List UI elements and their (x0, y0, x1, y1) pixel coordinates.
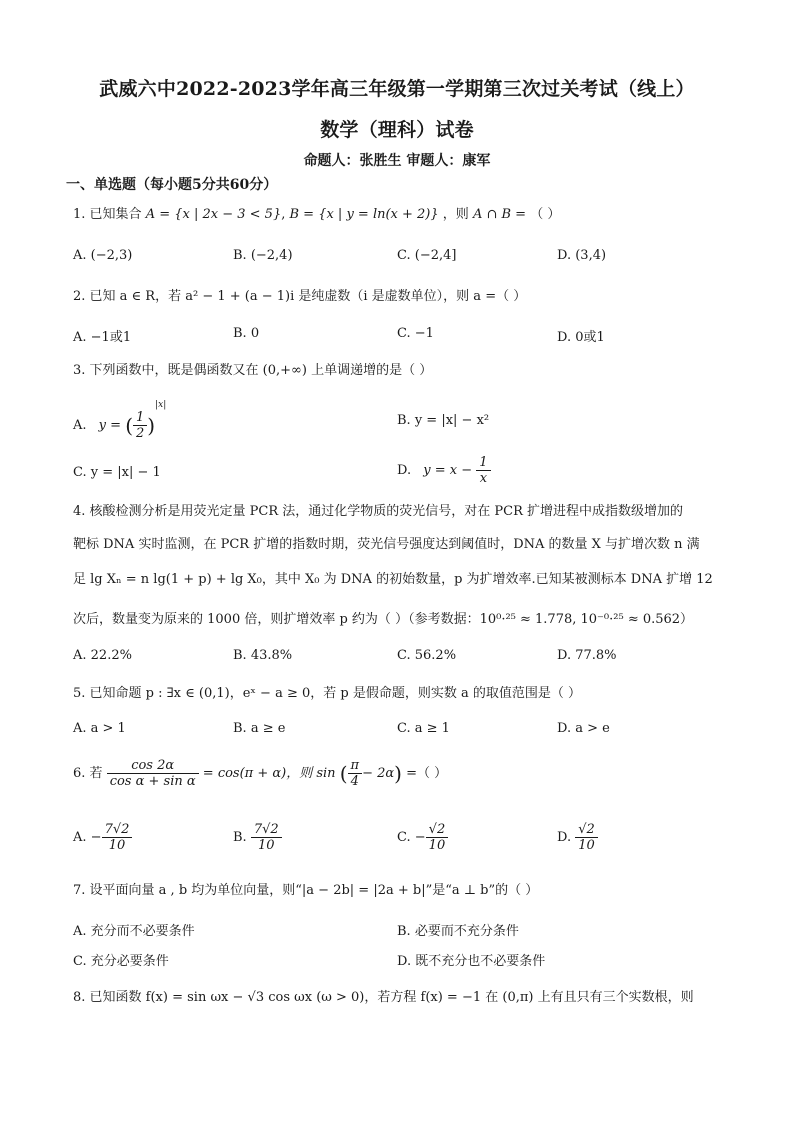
exam-subtitle: 数学（理科）试卷 (320, 119, 474, 141)
q4-option-a: A. 22.2% (73, 648, 132, 663)
q1-stem-a: 1. 已知集合 (73, 207, 142, 222)
question-7: 7. 设平面向量 a , b 均为单位向量，则“|a − 2b| = |2a + b|”是“a ⊥ b”的（ ） (73, 883, 539, 898)
q1-option-a: A. (−2,3) (73, 248, 133, 263)
question-4-line-1: 4. 核酸检测分析是用荧光定量 PCR 法，通过化学物质的荧光信号，对在 PCR 扩增进程中成指数级增加的 (73, 504, 684, 519)
question-2: 2. 已知 a ∈ R，若 a² − 1 + (a − 1)i 是纯虚数（i 是虚数单位），则 a =（ ） (73, 289, 527, 304)
q7-option-b: B. 必要而不充分条件 (397, 924, 519, 939)
q6-mid: = cos(π + α)，则 sin (202, 766, 336, 781)
q3-option-c: C. y = |x| − 1 (73, 465, 161, 480)
q5-option-b: B. a ≥ e (233, 721, 286, 736)
question-4-line-4: 次后，数量变为原来的 1000 倍，则扩增效率 p 约为（ ）（参考数据：10⁰·²⁵ ≈ 1.778, 10⁻⁰·²⁵ ≈ 0.562） (73, 612, 694, 627)
q1-option-c: C. (−2,4] (397, 248, 457, 263)
q3-option-a-lhs: y = (98, 418, 122, 433)
q3-option-a-label: A. (73, 418, 87, 433)
q1-option-b: B. (−2,4) (233, 248, 293, 263)
question-3: 3. 下列函数中，既是偶函数又在 (0,+∞) 上单调递增的是（ ） (73, 363, 433, 378)
question-4-line-2: 靶标 DNA 实时监测，在 PCR 扩增的指数时期，荧光信号强度达到阈值时，DNA 的数量 X 与扩增次数 n 满 (73, 537, 700, 552)
q3-option-d-fraction: $\frac{1}{x}$ (476, 455, 490, 486)
q1-paren: （ ） (530, 207, 561, 222)
q5-option-a: A. a > 1 (73, 721, 126, 736)
question-8: 8. 已知函数 f(x) = sin ωx − √3 cos ωx (ω > 0)，若方程 f(x) = −1 在 (0,π) 上有且只有三个实数根，则 (73, 990, 694, 1005)
q2-option-d: D. 0或1 (557, 330, 605, 345)
q6-inner-rest: − 2α (362, 766, 395, 781)
q6-option-b: B. $\frac{7√2}{10}$ (233, 822, 282, 853)
exam-authors: 命题人：张胜生 审题人：康军 (303, 153, 491, 169)
exam-title: 武威六中2022-2023学年高三年级第一学期第三次过关考试（线上） (99, 78, 695, 100)
q7-option-a: A. 充分而不必要条件 (73, 924, 195, 939)
q1-expr: A ∩ B = (472, 207, 527, 222)
q6-fraction: $\frac{\cos 2\alpha}{\text{cos α + sin α}}$ (107, 758, 199, 789)
q6-option-c: C. − $\frac{√2}{10}$ (397, 822, 448, 853)
q3-option-a: A. y = ( $\frac{1}{2}$ )$^{|x|}$ (73, 400, 167, 441)
q1-stem-b: ，则 (442, 207, 469, 222)
q7-option-c: C. 充分必要条件 (73, 954, 169, 969)
question-5: 5. 已知命题 p : ∃x ∈ (0,1)，eˣ − a ≥ 0，若 p 是假命题，则实数 a 的取值范围是（ ） (73, 686, 581, 701)
q1-set-a: A = {x | 2x − 3 < 5} (145, 207, 282, 222)
q3-option-a-fraction: $\frac{1}{2}$ (133, 410, 147, 441)
q6-prefix: 6. 若 (73, 766, 103, 781)
q5-option-c: C. a ≥ 1 (397, 721, 450, 736)
q3-option-d-lhs: y = x − (423, 463, 473, 478)
q6-inner-fraction: $\frac{\pi}{4}$ (348, 758, 363, 789)
q3-option-a-exponent: |x| (155, 400, 167, 410)
section-heading: 一、单选题（每小题5分共60分） (66, 177, 278, 193)
q4-option-b: B. 43.8% (233, 648, 293, 663)
q6-option-d: D. $\frac{√2}{10}$ (557, 822, 598, 853)
question-1: 1. 已知集合 A = {x | 2x − 3 < 5}, B = {x | y = ln(x + 2)} ，则 A ∩ B = （ ） (73, 207, 561, 222)
q2-option-a: A. −1或1 (73, 330, 132, 345)
q6-suffix: =（ ） (406, 766, 448, 781)
q7-option-d: D. 既不充分也不必要条件 (397, 954, 546, 969)
q4-option-d: D. 77.8% (557, 648, 617, 663)
q6-option-a: A. − $\frac{7√2}{10}$ (73, 822, 132, 853)
q3-option-d (397, 455, 491, 486)
q2-option-c: C. −1 (397, 326, 434, 341)
q3-option-d-label: D. (397, 463, 412, 478)
q3-option-b: B. y = |x| − x² (397, 413, 490, 428)
question-4-line-3: 足 lg Xₙ = n lg(1 + p) + lg X₀，其中 X₀ 为 DNA 的初始数量，p 为扩增效率.已知某被测标本 DNA 扩增 12 (73, 572, 713, 587)
q1-set-b: B = {x | y = ln(x + 2)} (289, 207, 439, 222)
q4-option-c: C. 56.2% (397, 648, 457, 663)
q1-option-d: D. (3,4) (557, 248, 607, 263)
question-6: 6. 若 $\frac{\cos 2\alpha}{\text{cos α + sin α}}$ = cos(π + α)，则 sin ( $\frac{\pi}{4}$ − 2α) =（ ） (73, 758, 448, 789)
q5-option-d: D. a > e (557, 721, 610, 736)
q2-option-b: B. 0 (233, 326, 260, 341)
